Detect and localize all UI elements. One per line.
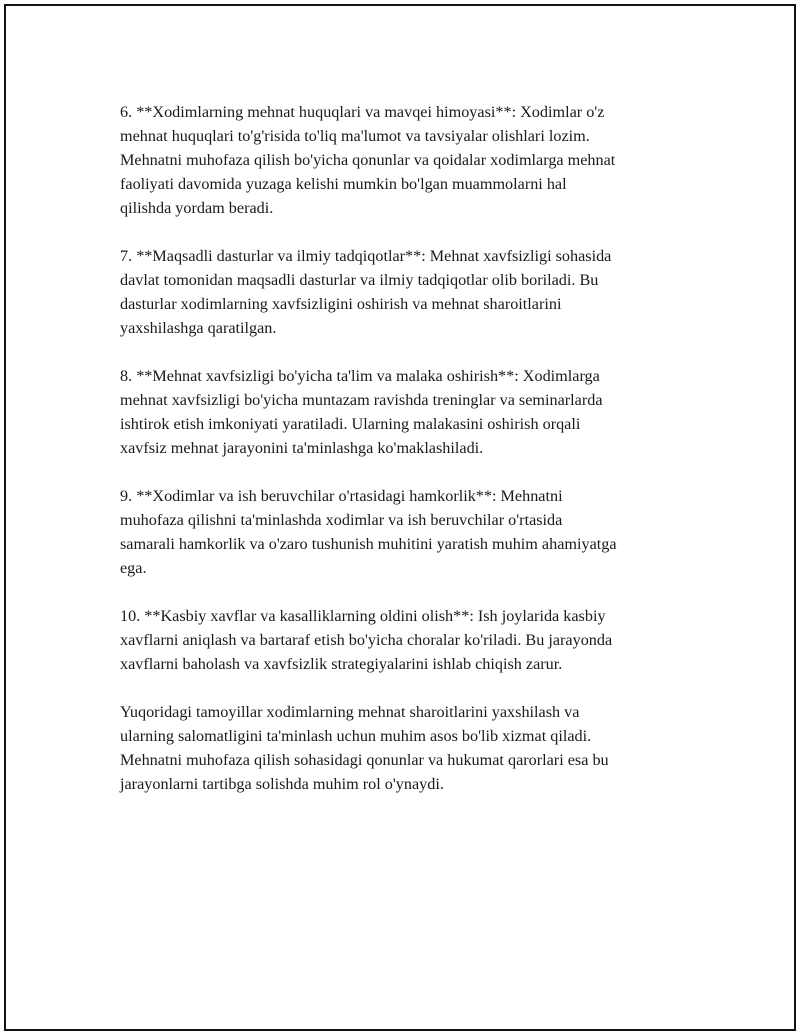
paragraph-item-6: 6. **Xodimlarning mehnat huquqlari va mavqei himoyasi**: Xodimlar o'z mehnat huquqlari to'g'risida to'liq ma'lumot va tavsiyalar olishlari lozim. Mehnatni muhofaza qilish bo'yicha qonunlar va qoidalar xodimlarga mehnat faoliyati davomida yuzaga kelishi mumkin bo'lgan muammolarni hal qilishda yordam beradi. xyxy=(120,103,616,217)
paragraph-item-10: 10. **Kasbiy xavflar va kasalliklarning oldini olish**: Ish joylarida kasbiy xavflarni aniqlash va bartaraf etish bo'yicha choralar ko'riladi. Bu jarayonda xavflarni baholash va xavfsizlik strategiyalarini ishlab chiqish zarur. xyxy=(120,607,613,673)
paragraph-item-9: 9. **Xodimlar va ish beruvchilar o'rtasidagi hamkorlik**: Mehnatni muhofaza qilishni ta'minlashda xodimlar va ish beruvchilar o'rtasida samarali hamkorlik va o'zaro tushunish muhitini yaratish muhim ahamiyatga ega. xyxy=(120,487,617,577)
paragraph-conclusion: Yuqoridagi tamoyillar xodimlarning mehnat sharoitlarini yaxshilash va ularning salomatligini ta'minlash uchun muhim asos bo'lib xizmat qiladi. Mehnatni muhofaza qilish sohasidagi qonunlar va hukumat qarorlari esa bu jarayonlarni tartibga solishda muhim rol o'ynaydi. xyxy=(120,703,609,793)
document-body xyxy=(120,100,700,820)
page-frame xyxy=(4,4,796,1031)
paragraph-item-7: 7. **Maqsadli dasturlar va ilmiy tadqiqotlar**: Mehnat xavfsizligi sohasida davlat tomonidan maqsadli dasturlar va ilmiy tadqiqotlar olib boriladi. Bu dasturlar xodimlarning xavfsizligini oshirish va mehnat sharoitlarini yaxshilashga qaratilgan. xyxy=(120,247,612,337)
paragraph-item-8: 8. **Mehnat xavfsizligi bo'yicha ta'lim va malaka oshirish**: Xodimlarga mehnat xavfsizligi bo'yicha muntazam ravishda treninglar va seminarlarda ishtirok etish imkoniyati yaratiladi. Ularning malakasini oshirish orqali xavfsiz mehnat jarayonini ta'minlashga ko'maklashiladi. xyxy=(120,367,603,457)
